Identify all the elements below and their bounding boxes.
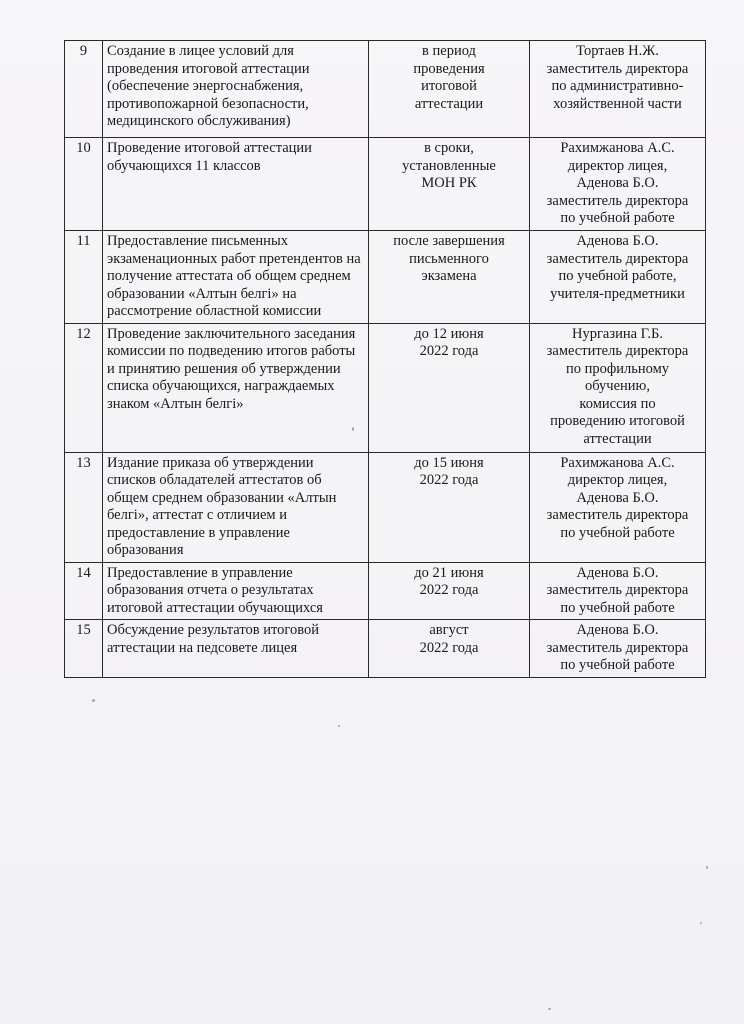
- table-row: [65, 231, 706, 324]
- deadline-cell: после завершения письменного экзамена: [369, 231, 530, 324]
- row-number: 11: [65, 231, 103, 324]
- event-cell: Издание приказа об утверждении списков обладателей аттестатов об общем среднем образовании «Алтын белгі», аттестат с отличием и предоставление в управление образования: [103, 452, 369, 562]
- deadline-cell: август 2022 года: [369, 620, 530, 678]
- scan-speck: [700, 922, 702, 924]
- row-number: 10: [65, 138, 103, 231]
- row-number: 12: [65, 323, 103, 452]
- event-cell: Создание в лицее условий для проведения итоговой аттестации (обеспечение энергоснабжения, противопожарной безопасности, медицинского обслуживания): [103, 41, 369, 138]
- deadline-cell: до 12 июня 2022 года: [369, 323, 530, 452]
- responsible-cell: Рахимжанова А.С. директор лицея, Аденова Б.О. заместитель директора по учебной работе: [530, 452, 706, 562]
- attestation-plan-table: [64, 40, 706, 678]
- deadline-cell: до 15 июня 2022 года: [369, 452, 530, 562]
- deadline-cell: в период проведения итоговой аттестации: [369, 41, 530, 138]
- deadline-cell: до 21 июня 2022 года: [369, 562, 530, 620]
- responsible-cell: Аденова Б.О. заместитель директора по учебной работе, учителя-предметники: [530, 231, 706, 324]
- row-number: 14: [65, 562, 103, 620]
- responsible-cell: Аденова Б.О. заместитель директора по учебной работе: [530, 620, 706, 678]
- table-row: [65, 562, 706, 620]
- event-cell: Предоставление в управление образования отчета о результатах итоговой аттестации обучающихся: [103, 562, 369, 620]
- table-row: [65, 620, 706, 678]
- row-number: 15: [65, 620, 103, 678]
- row-number: 13: [65, 452, 103, 562]
- scan-speck: [352, 427, 354, 431]
- table-row: [65, 41, 706, 138]
- responsible-cell: Рахимжанова А.С. директор лицея, Аденова Б.О. заместитель директора по учебной работе: [530, 138, 706, 231]
- scan-speck: [338, 725, 340, 727]
- event-cell: Проведение итоговой аттестации обучающихся 11 классов: [103, 138, 369, 231]
- event-cell: Проведение заключительного заседания комиссии по подведению итогов работы и принятию решения об утверждении списка обучающихся, награждаемых знаком «Алтын белгі»: [103, 323, 369, 452]
- event-cell: Обсуждение результатов итоговой аттестации на педсовете лицея: [103, 620, 369, 678]
- scan-speck: [548, 1008, 551, 1010]
- table-row: [65, 323, 706, 452]
- scan-speck: [92, 699, 95, 702]
- deadline-cell: в сроки, установленные МОН РК: [369, 138, 530, 231]
- event-cell: Предоставление письменных экзаменационных работ претендентов на получение аттестата об общем среднем образовании «Алтын белгі» на рассмотрение областной комиссии: [103, 231, 369, 324]
- row-number: 9: [65, 41, 103, 138]
- responsible-cell: Тортаев Н.Ж. заместитель директора по административно- хозяйственной части: [530, 41, 706, 138]
- responsible-cell: Аденова Б.О. заместитель директора по учебной работе: [530, 562, 706, 620]
- responsible-cell: Нургазина Г.Б. заместитель директора по профильному обучению, комиссия по проведению итоговой аттестации: [530, 323, 706, 452]
- table-row: [65, 138, 706, 231]
- scan-speck: [706, 866, 708, 869]
- table-row: [65, 452, 706, 562]
